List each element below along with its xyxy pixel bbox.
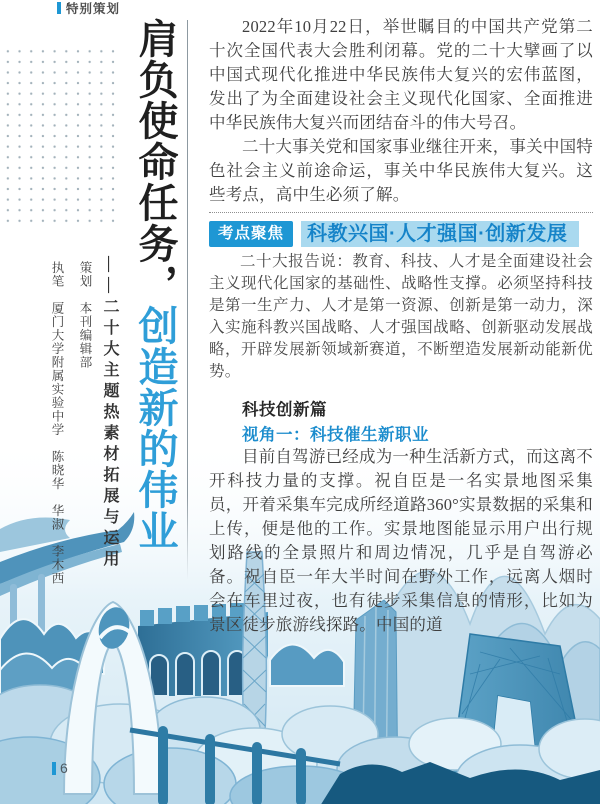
page-subtitle: ——二十大主题热素材拓展与运用 <box>101 256 118 571</box>
page-title <box>126 18 184 578</box>
section-header <box>57 0 120 15</box>
page-number-value: 6 <box>60 760 68 776</box>
accent-bar-icon <box>57 2 61 14</box>
dotted-divider <box>209 212 593 213</box>
page-title-blue: 创造新的伟业 <box>133 305 178 551</box>
dot-grid-decoration <box>2 46 118 226</box>
section-label: 特别策划 <box>66 1 121 16</box>
paragraph-intro-1: 2022年10月22日，举世瞩目的中国共产党第二十次全国代表大会胜利闭幕。党的二十大擘画了以中国式现代化推进中华民族伟大复兴的宏伟蓝图，发出了为全面建设社会主义现代化国家、全面推进中华民族伟大复兴而团结奋斗的伟大号召。 <box>209 17 593 132</box>
credit-writer: 执笔 厦门大学附属实验中学 陈晓华 华淑 李木西 <box>50 261 64 585</box>
focus-body-paragraph: 二十大报告说：教育、科技、人才是全面建设社会主义现代化国家的基础性、战略性支撑。必须坚持科技是第一生产力、人才是第一资源、创新是第一动力，深入实施科教兴国战略、人才强国战略、创新驱动发展战略，开辟发展新领域新赛道，不断塑造发展新动能新优势。 <box>209 253 593 380</box>
page-title-black: 肩负使命任务， <box>133 18 178 305</box>
section-title: 科技创新篇 <box>242 401 327 419</box>
page-number <box>52 760 68 776</box>
focus-heading: 科教兴国·人才强国·创新发展 <box>301 221 579 247</box>
credit-planner: 策划 本刊编辑部 <box>78 261 92 369</box>
section-body-paragraph: 目前自驾游已经成为一种生活新方式，而这离不开科技力量的支撑。祝自臣是一名实景地图采集员，开着采集车完成所经道路360°实景数据的采集和上传，便是他的工作。实景地图能显示用户出行规划路线的全景照片和周边情况，几乎是自驾游必备。祝自臣一年大半时间在野外工作，远离人烟时会在车里过夜，也有徒步采集信息的情形，比如为景区徒步旅游线探路。中国的道 <box>209 447 593 634</box>
focus-row <box>209 221 579 247</box>
vertical-divider <box>187 20 188 580</box>
view-subtitle: 视角一：科技催生新职业 <box>242 426 429 444</box>
focus-badge: 考点聚焦 <box>209 221 293 247</box>
page-number-bar-icon <box>52 762 56 775</box>
paragraph-intro-2: 二十大事关党和国家事业继往开来，事关中国特色社会主义前途命运，事关中华民族伟大复兴。这些考点，高中生必须了解。 <box>209 137 593 204</box>
